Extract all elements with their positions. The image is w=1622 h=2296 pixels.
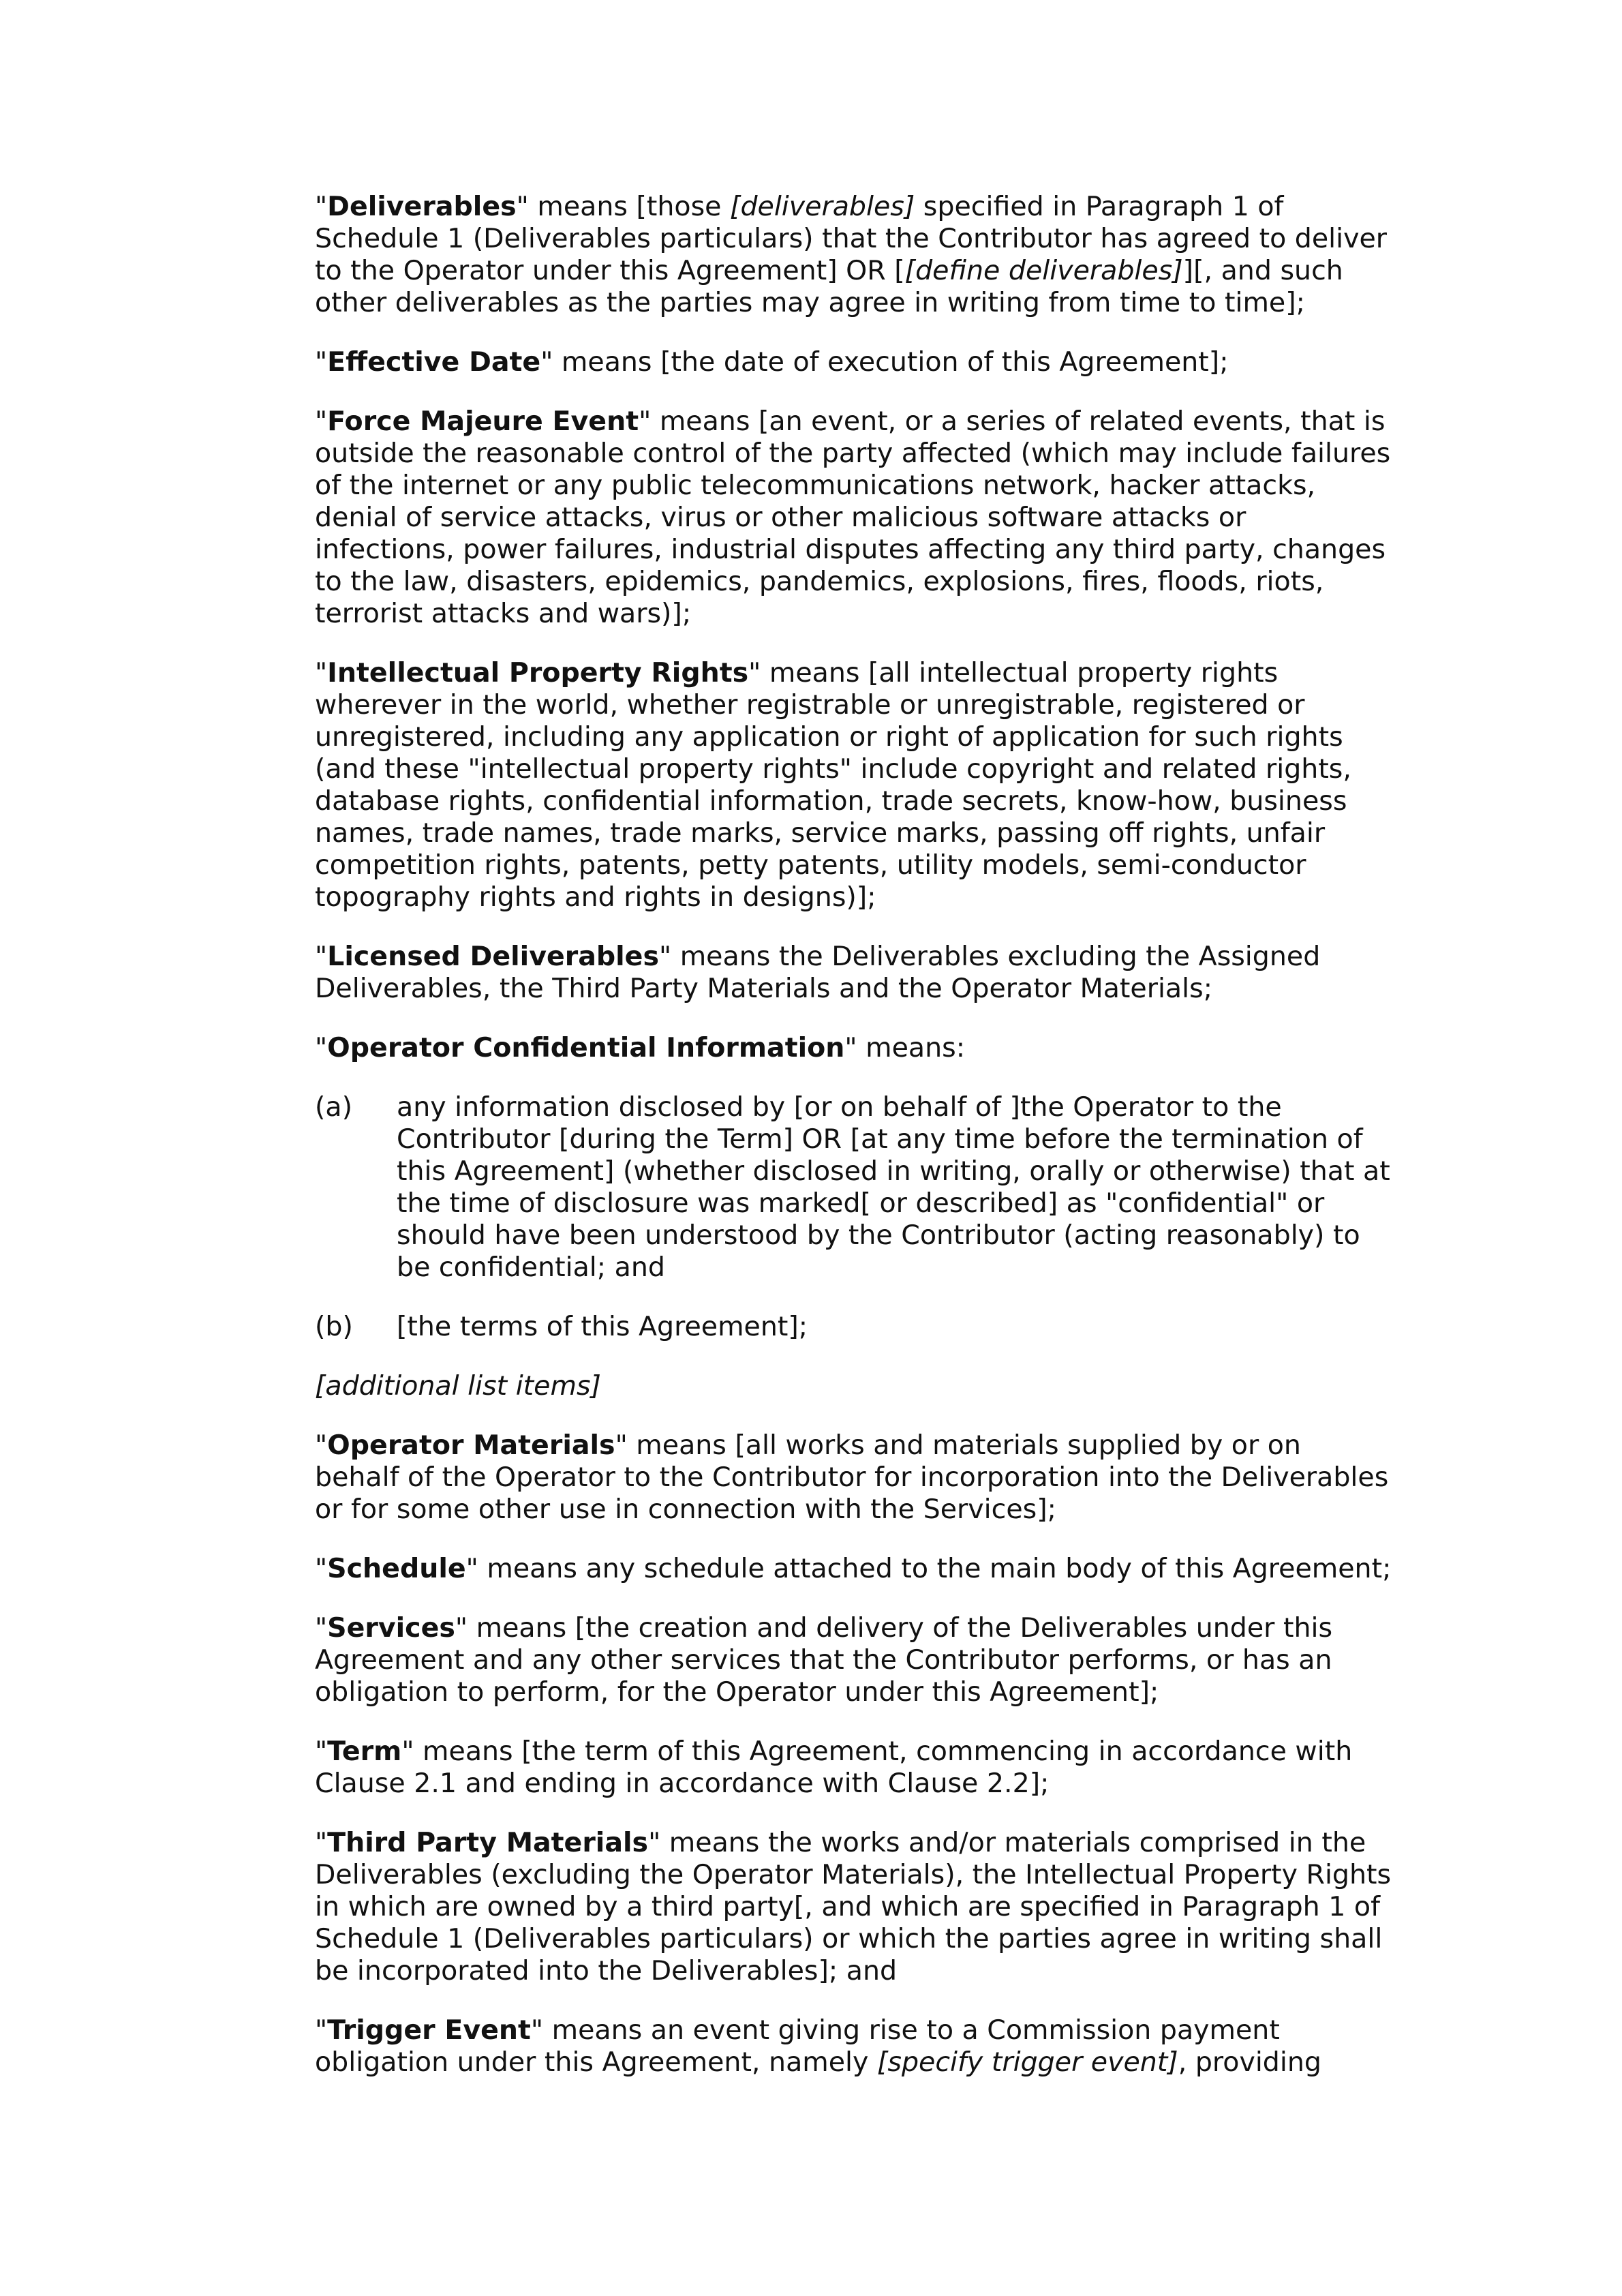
list-item-text: any information disclosed by [or on behalf of ]the Operator to the Contributor [during the Term] OR [at any time before the termination of this Agreement] (whether disclosed in writing, orally or otherwise) that at the time of disclosure was marked[ or described] as "confidential" or should have been understood by the Contributor (acting reasonably) to be confidential; and xyxy=(397,1091,1390,1283)
definition-schedule xyxy=(315,1553,1392,1585)
quote: " xyxy=(315,1032,328,1063)
defined-term: Effective Date xyxy=(327,346,541,378)
quote: " xyxy=(315,2014,328,2046)
definition-operator-confidential-information xyxy=(315,1032,1392,1064)
definition-force-majeure-event xyxy=(315,406,1392,630)
placeholder-text: [deliverables] xyxy=(730,191,915,222)
definition-trigger-event xyxy=(315,2014,1392,2079)
definition-text: " means [those xyxy=(516,191,731,222)
list-item-label: (b) xyxy=(315,1311,353,1342)
list-item-text: [the terms of this Agreement]; xyxy=(397,1311,808,1342)
placeholder-text: [define deliverables] xyxy=(904,255,1183,286)
defined-term: Operator Materials xyxy=(327,1430,615,1461)
definition-text: " means the Deliverables excluding the Assigned Deliverables, the Third Party Materials and the Operator Materials; xyxy=(315,941,1321,1004)
definition-text: " means [the creation and delivery of the Deliverables under this Agreement and any other services that the Contributor performs, or has an obligation to perform, for the Operator under this Agreement]; xyxy=(315,1612,1333,1708)
quote: " xyxy=(315,1612,328,1644)
placeholder-text: [additional list items] xyxy=(315,1370,601,1402)
quote: " xyxy=(315,1553,328,1584)
defined-term: Operator Confidential Information xyxy=(327,1032,845,1063)
quote: " xyxy=(315,346,328,378)
definition-text: , providing xyxy=(1178,2046,1321,2078)
definition-text: ][, and such other deliverables as the parties may agree in writing from time to time]; xyxy=(315,255,1343,318)
quote: " xyxy=(315,1736,328,1767)
list-item-label: (a) xyxy=(315,1091,353,1123)
definition-text: " means the works and/or materials comprised in the Deliverables (excluding the Operator Materials), the Intellectual Property Rights in which are owned by a third party[, and which are specified in Paragraph 1 of Schedule 1 (Deliverables particulars) or which the parties agree in writing shall be incorporated into the Deliverables]; and xyxy=(315,1827,1392,1987)
definition-text: " means [the date of execution of this Agreement]; xyxy=(540,346,1229,378)
quote: " xyxy=(315,191,328,222)
quote: " xyxy=(315,406,328,437)
definition-deliverables xyxy=(315,191,1392,319)
defined-term: Trigger Event xyxy=(327,2014,531,2046)
defined-term: Licensed Deliverables xyxy=(327,941,659,972)
definition-text: " means [all works and materials supplied by or on behalf of the Operator to the Contributor for incorporation into the Deliverables or for some other use in connection with the Services]; xyxy=(315,1430,1389,1525)
additional-list-items-placeholder xyxy=(315,1370,1392,1402)
defined-term: Term xyxy=(327,1736,402,1767)
definition-text: " means [an event, or a series of related events, that is outside the reasonable control of the party affected (which may include failures of the internet or any public telecommunications network, hacker attacks, denial of service attacks, virus or other malicious software attacks or infections, power failures, industrial disputes affecting any third party, changes to the law, disasters, epidemics, pandemics, explosions, fires, floods, riots, terrorist attacks and wars)]; xyxy=(315,406,1391,629)
definition-effective-date xyxy=(315,346,1392,378)
list-item xyxy=(315,1091,1392,1284)
quote: " xyxy=(315,1430,328,1461)
quote: " xyxy=(315,1827,328,1858)
definition-text: " means an event giving rise to a Commission payment obligation under this Agreement, namely xyxy=(315,2014,1280,2078)
definition-intellectual-property-rights xyxy=(315,657,1392,913)
definition-text: " means: xyxy=(844,1032,966,1063)
definition-text: " means any schedule attached to the main body of this Agreement; xyxy=(465,1553,1392,1584)
definition-text: " means [all intellectual property rights wherever in the world, whether registrable or unregistrable, registered or unregistered, including any application or right of application for such rights (and these "intellectual property rights" include copyright and related rights, database rights, confidential information, trade secrets, know-how, business names, trade names, trade marks, service marks, passing off rights, unfair competition rights, patents, petty patents, utility models, semi-conductor topography rights and rights in designs)]; xyxy=(315,657,1351,913)
defined-term: Force Majeure Event xyxy=(327,406,639,437)
defined-term: Services xyxy=(327,1612,455,1644)
definition-term xyxy=(315,1736,1392,1800)
definition-licensed-deliverables xyxy=(315,941,1392,1005)
defined-term: Intellectual Property Rights xyxy=(327,657,749,689)
defined-term: Schedule xyxy=(327,1553,466,1584)
definition-services xyxy=(315,1612,1392,1708)
document-page xyxy=(315,191,1392,2079)
quote: " xyxy=(315,657,328,689)
defined-term: Deliverables xyxy=(327,191,517,222)
quote: " xyxy=(315,941,328,972)
defined-term: Third Party Materials xyxy=(327,1827,649,1858)
definition-text: specified in Paragraph 1 of Schedule 1 (Deliverables particulars) that the Contributor has agreed to deliver to the Operator under this Agreement] OR [ xyxy=(315,191,1388,286)
list-item xyxy=(315,1311,1392,1343)
placeholder-text: [specify trigger event] xyxy=(876,2046,1178,2078)
definition-text: " means [the term of this Agreement, commencing in accordance with Clause 2.1 and ending in accordance with Clause 2.2]; xyxy=(315,1736,1353,1799)
definition-third-party-materials xyxy=(315,1827,1392,1987)
definition-operator-materials xyxy=(315,1430,1392,1526)
